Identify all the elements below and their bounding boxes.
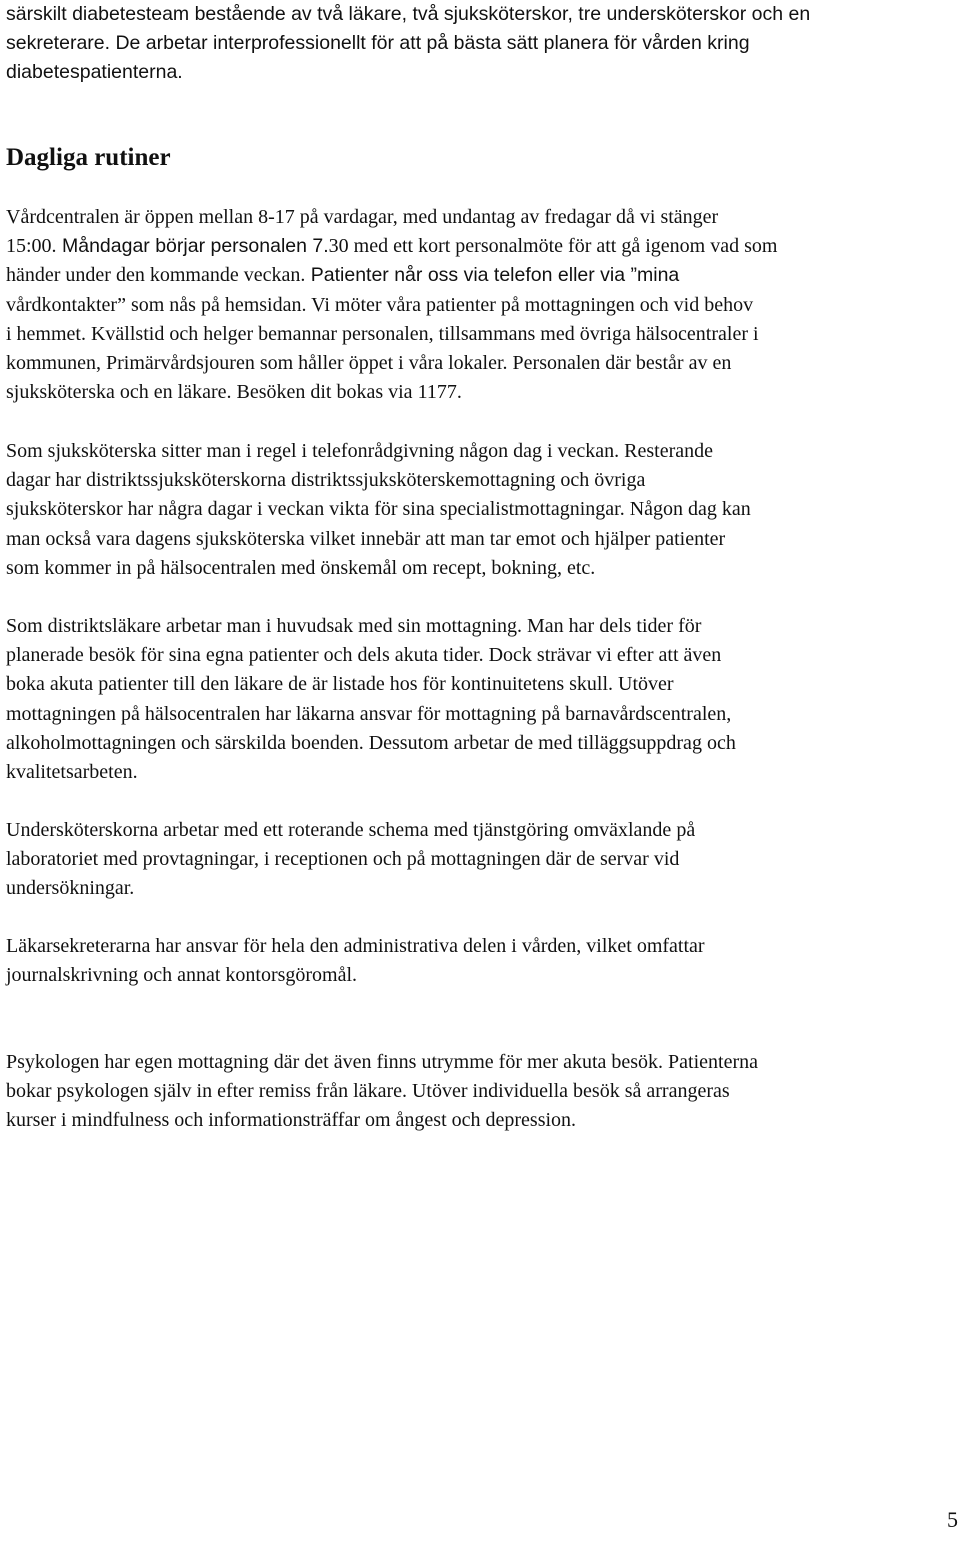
intro-line: särskilt diabetesteam bestående av två läkare, två sjuksköterskor, tre undersköterskor och en	[6, 3, 811, 25]
paragraph-line: alkoholmottagningen och särskilda boenden. Dessutom arbetar de med tilläggsuppdrag och	[6, 731, 736, 754]
text-run: Patienter når oss via telefon eller via ”mina	[305, 264, 680, 287]
paragraph-line: Vårdcentralen är öppen mellan 8-17 på vardagar, med undantag av fredagar då vi stänger	[6, 206, 719, 228]
paragraph-line: Som distriktsläkare arbetar man i huvudsak med sin mottagning. Man har dels tider för	[6, 615, 702, 637]
nurse-paragraph	[6, 437, 956, 583]
secretary-paragraph	[6, 932, 956, 990]
text-run: Kvällstid och helger bemannar personalen, tillsammans med övriga hälsocentraler i	[85, 322, 759, 345]
paragraph-line	[6, 232, 956, 261]
intro-line: sekreterare. De arbetar interprofessionellt för att på bästa sätt planera för vården kring	[6, 32, 750, 55]
paragraph-line: journalskrivning och annat kontorsgöromål.	[6, 964, 358, 987]
paragraph-line: boka akuta patienter till den läkare de är listade hos för kontinuitetens skull. Utöver	[6, 673, 674, 696]
doctor-paragraph	[6, 612, 956, 787]
paragraph-line: kurser i mindfulness och informationsträffar om ångest och depression.	[6, 1109, 577, 1132]
paragraph-line: undersökningar.	[6, 877, 135, 900]
intro-paragraph	[6, 0, 956, 88]
paragraph-line: bokar psykologen själv in efter remiss från läkare. Utöver individuella besök så arrangeras	[6, 1080, 730, 1103]
paragraph-line: sjuksköterska och en läkare. Besöken dit bokas via 1177.	[6, 381, 462, 404]
paragraph-line: som kommer in på hälsocentralen med önskemål om recept, bokning, etc.	[6, 556, 596, 579]
paragraph-line: planerade besök för sina egna patienter och dels akuta tider. Dock strävar vi efter att även	[6, 644, 722, 667]
text-run: 15:00.	[6, 235, 57, 258]
section-heading: Dagliga rutiner	[6, 144, 171, 171]
intro-line: diabetespatienterna.	[6, 61, 183, 84]
paragraph-line	[6, 320, 956, 349]
paragraph-line: Läkarsekreterarna har ansvar för hela den administrativa delen i vården, vilket omfattar	[6, 935, 705, 957]
text-run: vårdkontakter” som nås på hemsidan.	[6, 293, 307, 316]
paragraph-line: man också vara dagens sjuksköterska vilket innebär att man tar emot och hjälper patienter	[6, 527, 726, 550]
page-number: 5	[947, 1507, 958, 1532]
paragraph-line: dagar har distriktssjuksköterskorna distriktssjuksköterskemottagning och övriga	[6, 469, 646, 492]
paragraph-line: Psykologen har egen mottagning där det även finns utrymme för mer akuta besök. Patienterna	[6, 1051, 759, 1073]
text-run: händer under den kommande veckan.	[6, 264, 306, 287]
paragraph-line	[6, 261, 956, 290]
paragraph-line: kommunen, Primärvårdsjouren som håller öppet i våra lokaler. Personalen där består av en	[6, 352, 732, 375]
routines-paragraph	[6, 203, 956, 407]
text-run: Vi möter våra patienter på mottagningen och vid behov	[306, 293, 754, 316]
paragraph-line: laboratoriet med provtagningar, i receptionen och på mottagningen där de servar vid	[6, 848, 680, 871]
text-run: Måndagar börjar personalen 7.	[56, 235, 329, 258]
paragraph-line	[6, 291, 956, 320]
paragraph-line: mottagningen på hälsocentralen har läkarna ansvar för mottagning på barnavårdscentralen,	[6, 702, 732, 725]
paragraph-line: sjuksköterskor har några dagar i veckan vikta för sina specialistmottagningar. Någon dag kan	[6, 498, 751, 521]
psychologist-paragraph	[6, 1048, 956, 1136]
assistant-nurse-paragraph	[6, 816, 956, 904]
paragraph-line: Undersköterskorna arbetar med ett roterande schema med tjänstgöring omväxlande på	[6, 819, 696, 841]
paragraph-line: kvalitetsarbeten.	[6, 761, 138, 784]
text-run: 30 med ett kort personalmöte för att gå igenom vad som	[328, 235, 778, 258]
paragraph-line: Som sjuksköterska sitter man i regel i telefonrådgivning någon dag i veckan. Resterande	[6, 440, 714, 462]
text-run: i hemmet.	[6, 322, 86, 345]
